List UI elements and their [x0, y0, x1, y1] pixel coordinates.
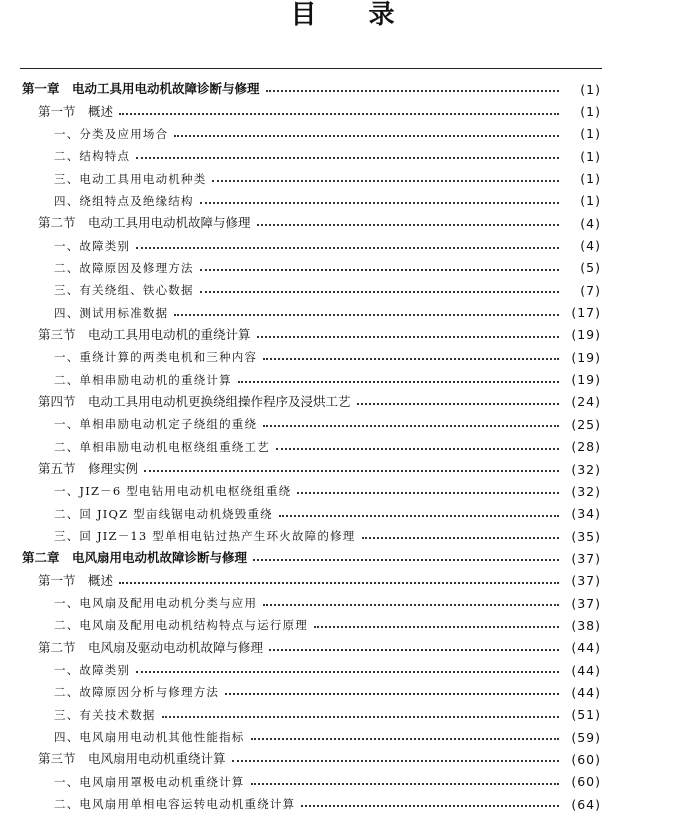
- toc-entry-item[interactable]: [0, 436, 685, 458]
- toc-entry-label: 二、回 JIQZ 型亩线锯电动机烧毁重绕: [54, 506, 273, 521]
- toc-entry-label: 一、故障类别: [54, 663, 131, 678]
- toc-entry-page-number: (1): [580, 193, 601, 209]
- toc-entry-label: 第一节 概述: [38, 103, 114, 119]
- toc-entry-section[interactable]: [0, 324, 685, 346]
- toc-entry-label: 第四节 电动工具用电动机更换绕组操作程序及浸烘工艺: [38, 393, 351, 409]
- toc-entry-page-number: (4): [580, 238, 601, 254]
- toc-entry-label: 一、单相串励电动机定子绕组的重绕: [54, 417, 258, 432]
- toc-entry-label: 第三节 电风扇用电动机重绕计算: [38, 751, 226, 767]
- toc-entry-label: 第一章 电动工具用电动机故障诊断与修理: [22, 81, 260, 97]
- toc-list: [0, 78, 685, 815]
- toc-entry-item[interactable]: [0, 503, 685, 525]
- dot-leader: [263, 358, 559, 360]
- toc-entry-page-number: (1): [580, 104, 601, 120]
- dot-leader: [200, 202, 559, 204]
- dot-leader: [251, 783, 560, 785]
- toc-entry-page-number: (32): [571, 483, 601, 499]
- toc-entry-page-number: (1): [580, 81, 601, 97]
- dot-leader: [119, 113, 559, 115]
- toc-entry-item[interactable]: [0, 771, 685, 793]
- dot-leader: [212, 180, 559, 182]
- dot-leader: [119, 582, 559, 584]
- toc-entry-item[interactable]: [0, 681, 685, 703]
- toc-entry-page-number: (35): [571, 528, 601, 544]
- toc-entry-item[interactable]: [0, 234, 685, 256]
- toc-entry-label: 第二节 电动工具用电动机故障与修理: [38, 215, 251, 231]
- toc-entry-label: 四、绕组特点及绝缘结构: [54, 193, 194, 208]
- dot-leader: [362, 537, 560, 539]
- toc-entry-label: 三、电动工具用电动机种类: [54, 171, 207, 186]
- toc-entry-page-number: (51): [571, 707, 601, 723]
- toc-entry-section[interactable]: [0, 212, 685, 234]
- dot-leader: [232, 760, 559, 762]
- dot-leader: [276, 448, 559, 450]
- toc-entry-page-number: (4): [580, 215, 601, 231]
- toc-entry-page-number: (38): [571, 617, 601, 633]
- toc-entry-page-number: (19): [571, 349, 601, 365]
- dot-leader: [263, 604, 559, 606]
- toc-entry-page-number: (5): [580, 260, 601, 276]
- toc-entry-label: 二、故障原因分析与修理方法: [54, 685, 220, 700]
- toc-entry-label: 第五节 修理实例: [38, 461, 139, 477]
- dot-leader: [266, 90, 559, 92]
- dot-leader: [314, 626, 559, 628]
- toc-entry-page-number: (59): [571, 729, 601, 745]
- toc-entry-item[interactable]: [0, 257, 685, 279]
- toc-entry-page-number: (19): [571, 327, 601, 343]
- toc-entry-item[interactable]: [0, 167, 685, 189]
- toc-entry-label: 第二章 电风扇用电动机故障诊断与修理: [22, 550, 248, 566]
- toc-entry-label: 一、分类及应用场合: [54, 126, 169, 141]
- toc-entry-page-number: (17): [571, 305, 601, 321]
- dot-leader: [301, 805, 559, 807]
- page-title: 目录: [290, 0, 447, 30]
- toc-entry-page-number: (44): [571, 662, 601, 678]
- toc-entry-page-number: (60): [571, 774, 601, 790]
- toc-entry-item[interactable]: [0, 413, 685, 435]
- toc-entry-page-number: (1): [580, 126, 601, 142]
- toc-entry-section[interactable]: [0, 570, 685, 592]
- title-divider: [20, 68, 602, 69]
- toc-entry-label: 三、有关绕组、铁心数据: [54, 283, 194, 298]
- dot-leader: [200, 269, 559, 271]
- toc-entry-item[interactable]: [0, 480, 685, 502]
- toc-entry-label: 第三节 电动工具用电动机的重绕计算: [38, 326, 251, 342]
- toc-entry-item[interactable]: [0, 704, 685, 726]
- toc-entry-label: 一、JIZ－6 型电钻用电动机电枢绕组重绕: [54, 484, 292, 499]
- toc-entry-label: 二、故障原因及修理方法: [54, 260, 194, 275]
- toc-entry-item[interactable]: [0, 145, 685, 167]
- toc-entry-item[interactable]: [0, 346, 685, 368]
- toc-entry-page-number: (34): [571, 506, 601, 522]
- toc-entry-label: 二、单相串励电动机电枢绕组重绕工艺: [54, 439, 270, 454]
- toc-entry-label: 二、电风扇用单相电容运转电动机重绕计算: [54, 797, 296, 812]
- toc-entry-label: 一、重绕计算的两类电机和三种内容: [54, 350, 258, 365]
- toc-entry-item[interactable]: [0, 525, 685, 547]
- toc-entry-label: 二、结构特点: [54, 149, 131, 164]
- toc-entry-item[interactable]: [0, 614, 685, 636]
- toc-entry-item[interactable]: [0, 726, 685, 748]
- toc-entry-page-number: (19): [571, 372, 601, 388]
- toc-entry-page-number: (37): [571, 550, 601, 566]
- toc-entry-page-number: (60): [571, 751, 601, 767]
- toc-entry-item[interactable]: [0, 123, 685, 145]
- toc-entry-label: 一、故障类别: [54, 238, 131, 253]
- toc-entry-label: 三、回 JIZ－13 型单相电钻过热产生环火故障的修理: [54, 529, 356, 544]
- toc-entry-label: 第二节 电风扇及驱动电动机故障与修理: [38, 639, 264, 655]
- dot-leader: [269, 649, 559, 651]
- toc-entry-label: 二、单相串励电动机的重绕计算: [54, 372, 232, 387]
- dot-leader: [136, 671, 559, 673]
- dot-leader: [174, 314, 559, 316]
- toc-entry-section[interactable]: [0, 391, 685, 413]
- dot-leader: [238, 381, 559, 383]
- toc-entry-page-number: (32): [571, 461, 601, 477]
- dot-leader: [357, 403, 559, 405]
- dot-leader: [174, 135, 559, 137]
- dot-leader: [136, 157, 559, 159]
- toc-entry-page-number: (28): [571, 439, 601, 455]
- toc-entry-item[interactable]: [0, 368, 685, 390]
- toc-entry-section[interactable]: [0, 637, 685, 659]
- toc-entry-label: 二、电风扇及配用电动机结构特点与运行原理: [54, 618, 308, 633]
- dot-leader: [251, 738, 560, 740]
- toc-entry-section[interactable]: [0, 458, 685, 480]
- toc-entry-page-number: (37): [571, 573, 601, 589]
- toc-entry-page-number: (44): [571, 684, 601, 700]
- toc-entry-label: 第一节 概述: [38, 572, 114, 588]
- toc-entry-item[interactable]: [0, 190, 685, 212]
- toc-entry-label: 一、电风扇用罩极电动机重绕计算: [54, 774, 245, 789]
- toc-entry-page-number: (1): [580, 148, 601, 164]
- toc-entry-page-number: (25): [571, 416, 601, 432]
- toc-entry-chapter[interactable]: [0, 547, 685, 569]
- dot-leader: [279, 515, 559, 517]
- dot-leader: [225, 693, 559, 695]
- toc-entry-page-number: (44): [571, 640, 601, 656]
- dot-leader: [144, 470, 559, 472]
- toc-entry-item[interactable]: [0, 592, 685, 614]
- toc-entry-item[interactable]: [0, 301, 685, 323]
- toc-entry-page-number: (37): [571, 595, 601, 611]
- toc-entry-label: 四、测试用标准数据: [54, 305, 169, 320]
- toc-entry-section[interactable]: [0, 748, 685, 770]
- toc-entry-page-number: (64): [571, 796, 601, 812]
- dot-leader: [297, 492, 559, 494]
- toc-entry-page-number: (24): [571, 394, 601, 410]
- toc-entry-label: 三、有关技术数据: [54, 707, 156, 722]
- toc-entry-item[interactable]: [0, 279, 685, 301]
- dot-leader: [253, 559, 559, 561]
- dot-leader: [200, 291, 559, 293]
- dot-leader: [257, 224, 559, 226]
- toc-entry-chapter[interactable]: [0, 78, 685, 100]
- dot-leader: [257, 336, 559, 338]
- dot-leader: [162, 716, 559, 718]
- dot-leader: [136, 247, 559, 249]
- toc-entry-label: 四、电风扇用电动机其他性能指标: [54, 730, 245, 745]
- toc-entry-section[interactable]: [0, 100, 685, 122]
- toc-entry-page-number: (1): [580, 171, 601, 187]
- toc-entry-item[interactable]: [0, 659, 685, 681]
- dot-leader: [263, 425, 559, 427]
- toc-entry-page-number: (7): [580, 282, 601, 298]
- toc-entry-label: 一、电风扇及配用电动机分类与应用: [54, 596, 258, 611]
